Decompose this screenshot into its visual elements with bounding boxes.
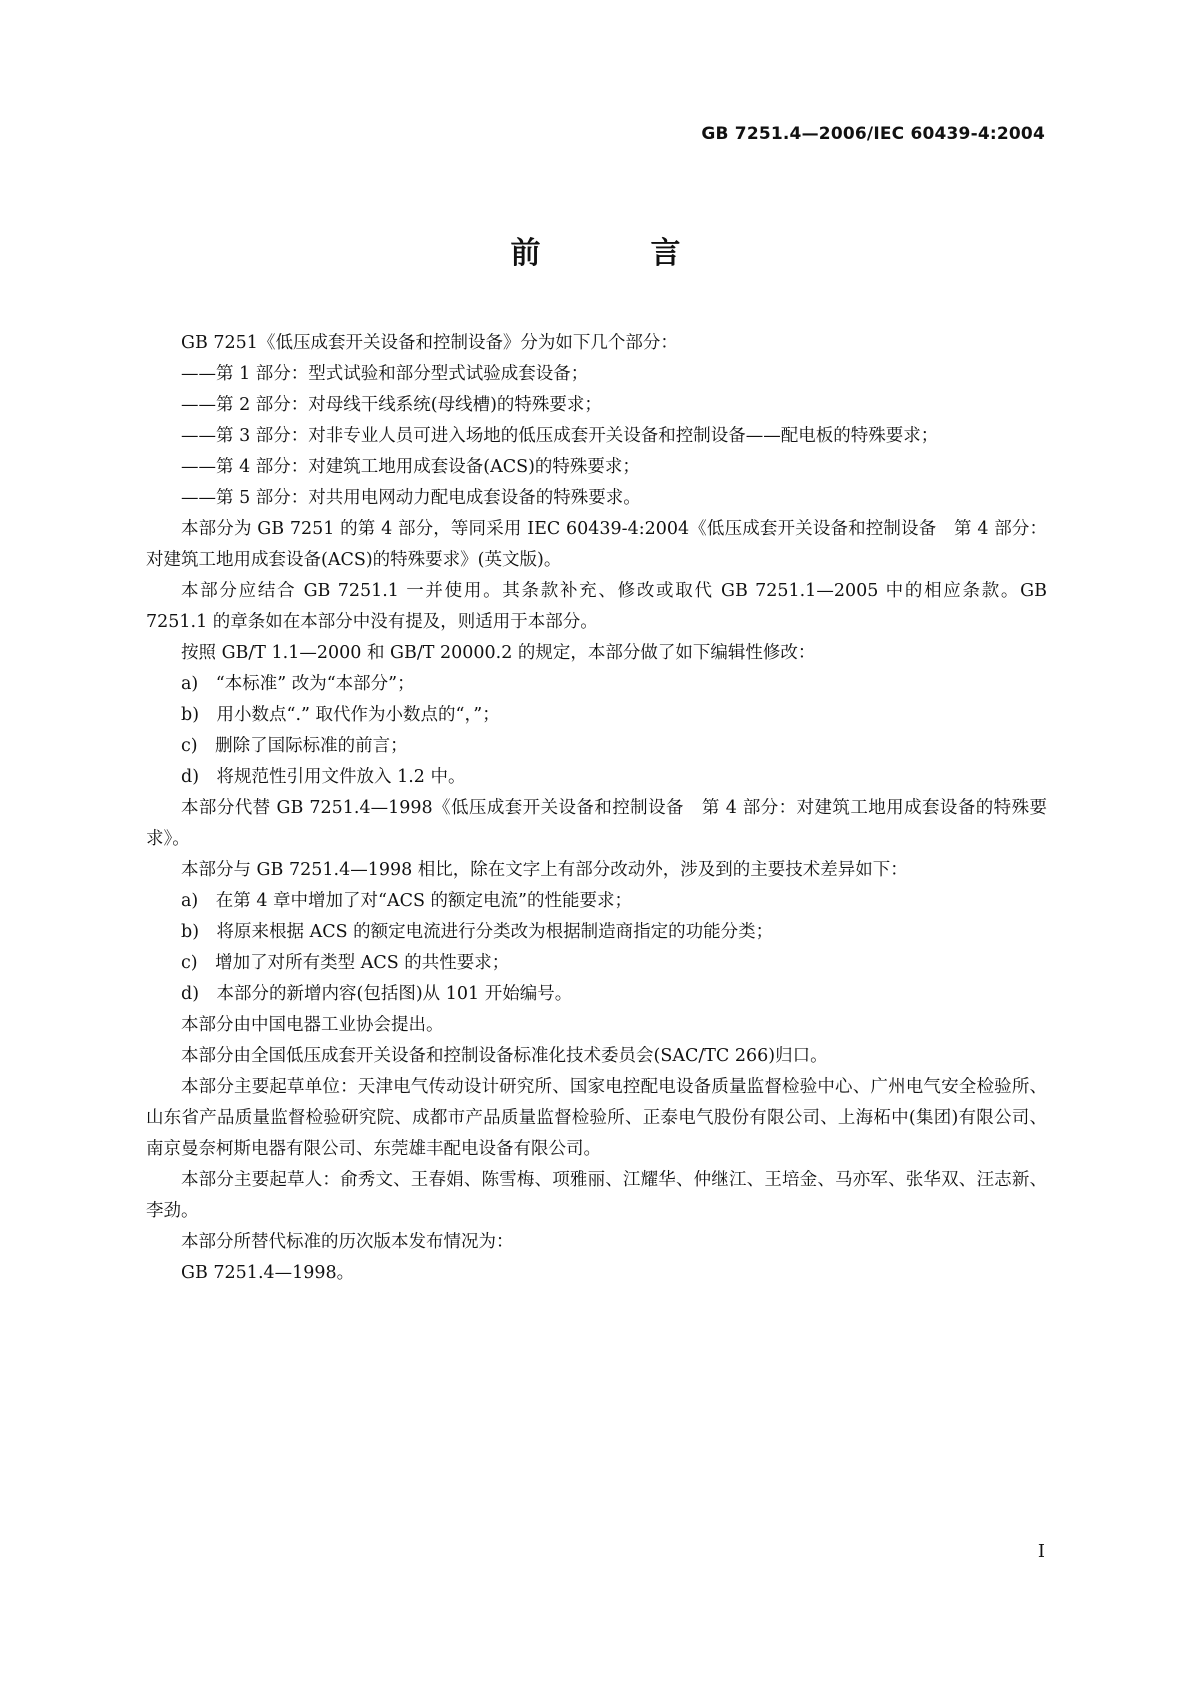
paragraph: 本部分主要起草人：俞秀文、王春娟、陈雪梅、项雅丽、江耀华、仲继江、王培金、马亦军、张华双、汪志新、李劲。 xyxy=(146,1170,1047,1221)
paragraph: 本部分主要起草单位：天津电气传动设计研究所、国家电控配电设备质量监督检验中心、广州电气安全检验所、山东省产品质量监督检验研究院、成都市产品质量监督检验所、正泰电气股份有限公司、上海柘中(集团)有限公司、南京曼奈柯斯电器有限公司、东莞雄丰配电设备有限公司。 xyxy=(146,1077,1047,1159)
paragraph: 本部分与 GB 7251.4—1998 相比，除在文字上有部分改动外，涉及到的主要技术差异如下： xyxy=(181,860,908,880)
paragraph: 本部分由中国电器工业协会提出。 xyxy=(181,1015,444,1035)
paragraph: GB 7251.4—1998。 xyxy=(181,1263,355,1283)
paragraph: 本部分应结合 GB 7251.1 一并使用。其条款补充、修改或取代 GB 7251.1—2005 中的相应条款。GB 7251.1 的章条如在本部分中没有提及，则适用于本部分。 xyxy=(146,581,1047,632)
paragraph: ——第 5 部分：对共用电网动力配电成套设备的特殊要求。 xyxy=(181,488,641,508)
list-item: b) 用小数点“.” 取代作为小数点的“，”； xyxy=(181,705,500,725)
page-number: I xyxy=(1037,1541,1045,1562)
paragraph: ——第 3 部分：对非专业人员可进入场地的低压成套开关设备和控制设备——配电板的特殊要求； xyxy=(181,426,939,446)
body-text xyxy=(146,328,1047,1289)
list-item: c) 增加了对所有类型 ACS 的共性要求； xyxy=(181,953,510,973)
list-item: d) 本部分的新增内容(包括图)从 101 开始编号。 xyxy=(181,984,573,1004)
paragraph: 本部分代替 GB 7251.4—1998《低压成套开关设备和控制设备 第 4 部分：对建筑工地用成套设备的特殊要求》。 xyxy=(146,798,1047,849)
list-item: d) 将规范性引用文件放入 1.2 中。 xyxy=(181,767,466,787)
standard-number: GB 7251.4—2006/IEC 60439-4:2004 xyxy=(701,124,1045,144)
paragraph: ——第 1 部分：型式试验和部分型式试验成套设备； xyxy=(181,364,589,384)
paragraph: 本部分所替代标准的历次版本发布情况为： xyxy=(181,1232,514,1252)
paragraph: 本部分为 GB 7251 的第 4 部分，等同采用 IEC 60439-4:2004《低压成套开关设备和控制设备 第 4 部分：对建筑工地用成套设备(ACS)的特殊要求》(英文版)。 xyxy=(146,519,1047,570)
paragraph: 本部分由全国低压成套开关设备和控制设备标准化技术委员会(SAC/TC 266)归口。 xyxy=(181,1046,828,1066)
list-item: b) 将原来根据 ACS 的额定电流进行分类改为根据制造商指定的功能分类； xyxy=(181,922,774,942)
paragraph: 按照 GB/T 1.1—2000 和 GB/T 20000.2 的规定，本部分做了如下编辑性修改： xyxy=(181,643,816,663)
paragraph: ——第 4 部分：对建筑工地用成套设备(ACS)的特殊要求； xyxy=(181,457,640,477)
paragraph: ——第 2 部分：对母线干线系统(母线槽)的特殊要求； xyxy=(181,395,602,415)
page-title: 前 言 xyxy=(510,236,721,271)
list-item: c) 删除了国际标准的前言； xyxy=(181,736,408,756)
paragraph: GB 7251《低压成套开关设备和控制设备》分为如下几个部分： xyxy=(181,333,678,353)
list-item: a) 在第 4 章中增加了对“ACS 的额定电流”的性能要求； xyxy=(181,891,632,911)
list-item: a) “本标准” 改为“本部分”； xyxy=(181,674,415,694)
